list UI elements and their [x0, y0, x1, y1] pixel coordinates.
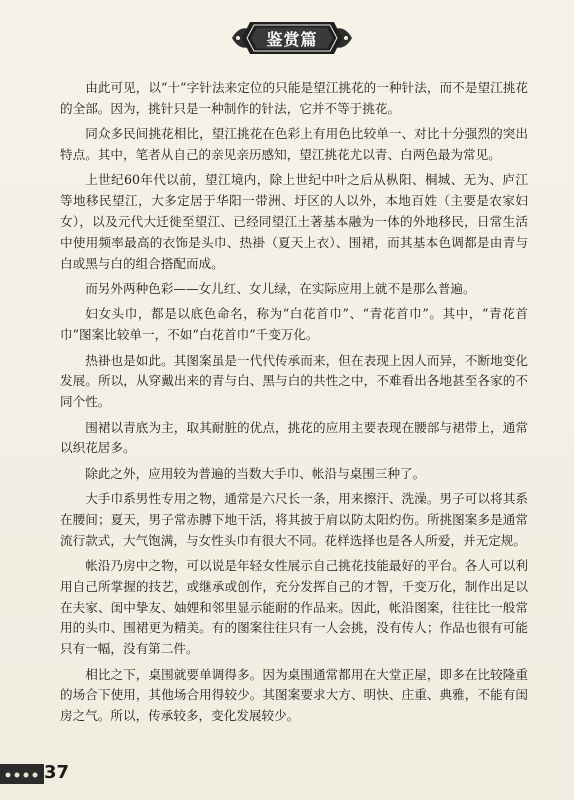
- paragraph: 热褂也是如此。其图案虽是一代代传承而来，但在表现上因人而异，不断地变化发展。所以，从穿戴出来的青与白、黑与白的共性之中，不难看出各地甚至各家的不同个性。: [60, 352, 528, 410]
- page-number: 37: [44, 762, 70, 783]
- paragraph: 大手巾系男性专用之物，通常是六尺长一条，用来擦汗、洗澡。男子可以将其系在腰间；夏天，男子常赤膊下地干活，将其披于肩以防太阳灼伤。所挑图案多是通常流行款式，大气饱满，与女性头巾有很大不同。花样选择也是各人所爱，并无定规。: [60, 491, 528, 548]
- paragraph: 围裙以青底为主，取其耐脏的优点，挑花的应用主要表现在腰部与裙带上，通常以织花居多。: [60, 419, 528, 456]
- paragraph: 相比之下，桌围就要单调得多。因为桌围通常都用在大堂正屋，即多在比较隆重的场合下使用，其他场合用得较少。其图案要求大方、明快、庄重、典雅，不能有闺房之气。所以，传承较多，变化发展较少。: [60, 666, 528, 724]
- footer-ornament: [0, 764, 44, 784]
- paragraph: 上世纪60年代以前，望江境内，除上世纪中叶之后从枞阳、桐城、无为、庐江等地移民望江，大多定居于华阳一带洲、圩区的人以外，本地百姓（主要是农家妇女），以及元代大迁徙至望江、已经同望江土著基本融为一体的外地移民，日常生活中使用频率最高的衣饰是头巾、热褂（夏天上衣）、围裙，而其基本色调都是由青与白或黑与白的组合搭配而成。: [60, 172, 528, 271]
- paragraph: 除此之外，应用较为普遍的当数大手巾、帐沿与桌围三种了。: [85, 465, 426, 481]
- ornament-pattern-icon: [4, 770, 40, 780]
- paragraph: 而另外两种色彩——女儿红、女儿绿，在实际应用上就不是那么普遍。: [85, 280, 476, 296]
- paragraph: 妇女头巾，都是以底色命名，称为“白花首巾”、“青花首巾”。其中，“青花首巾”图案比较单一，不如“白花首巾”千变万化。: [60, 306, 528, 343]
- article-body: [60, 78, 528, 732]
- paragraph: 帐沿乃房中之物，可以说是年轻女性展示自己挑花技能最好的平台。各人可以利用自己所掌握的技艺，或继承或创作，充分发挥自己的才智，千变万化，制作出足以在夫家、闺中挚友、妯娌和邻里显示能耐的作品来。因此，帐沿图案，往往比一般常用的头巾、围裙更为精美。有的图案往往只有一人会挑，没有传人；作品也很有可能只有一幅，没有第二件。: [60, 558, 528, 657]
- section-title: 鉴赏篇: [266, 30, 318, 49]
- page-footer: [0, 762, 574, 800]
- paragraph: 同众多民间挑花相比，望江挑花在色彩上有用色比较单一、对比十分强烈的突出特点。其中，笔者从自己的亲见亲历感知，望江挑花尤以青、白两色最为常见。: [60, 126, 528, 162]
- paragraph: 由此可见，以“十”字针法来定位的只能是望江挑花的一种针法，而不是望江挑花的全部。因为，挑针只是一种制作的针法，它并不等于挑花。: [60, 80, 528, 116]
- section-header-banner: [230, 16, 354, 60]
